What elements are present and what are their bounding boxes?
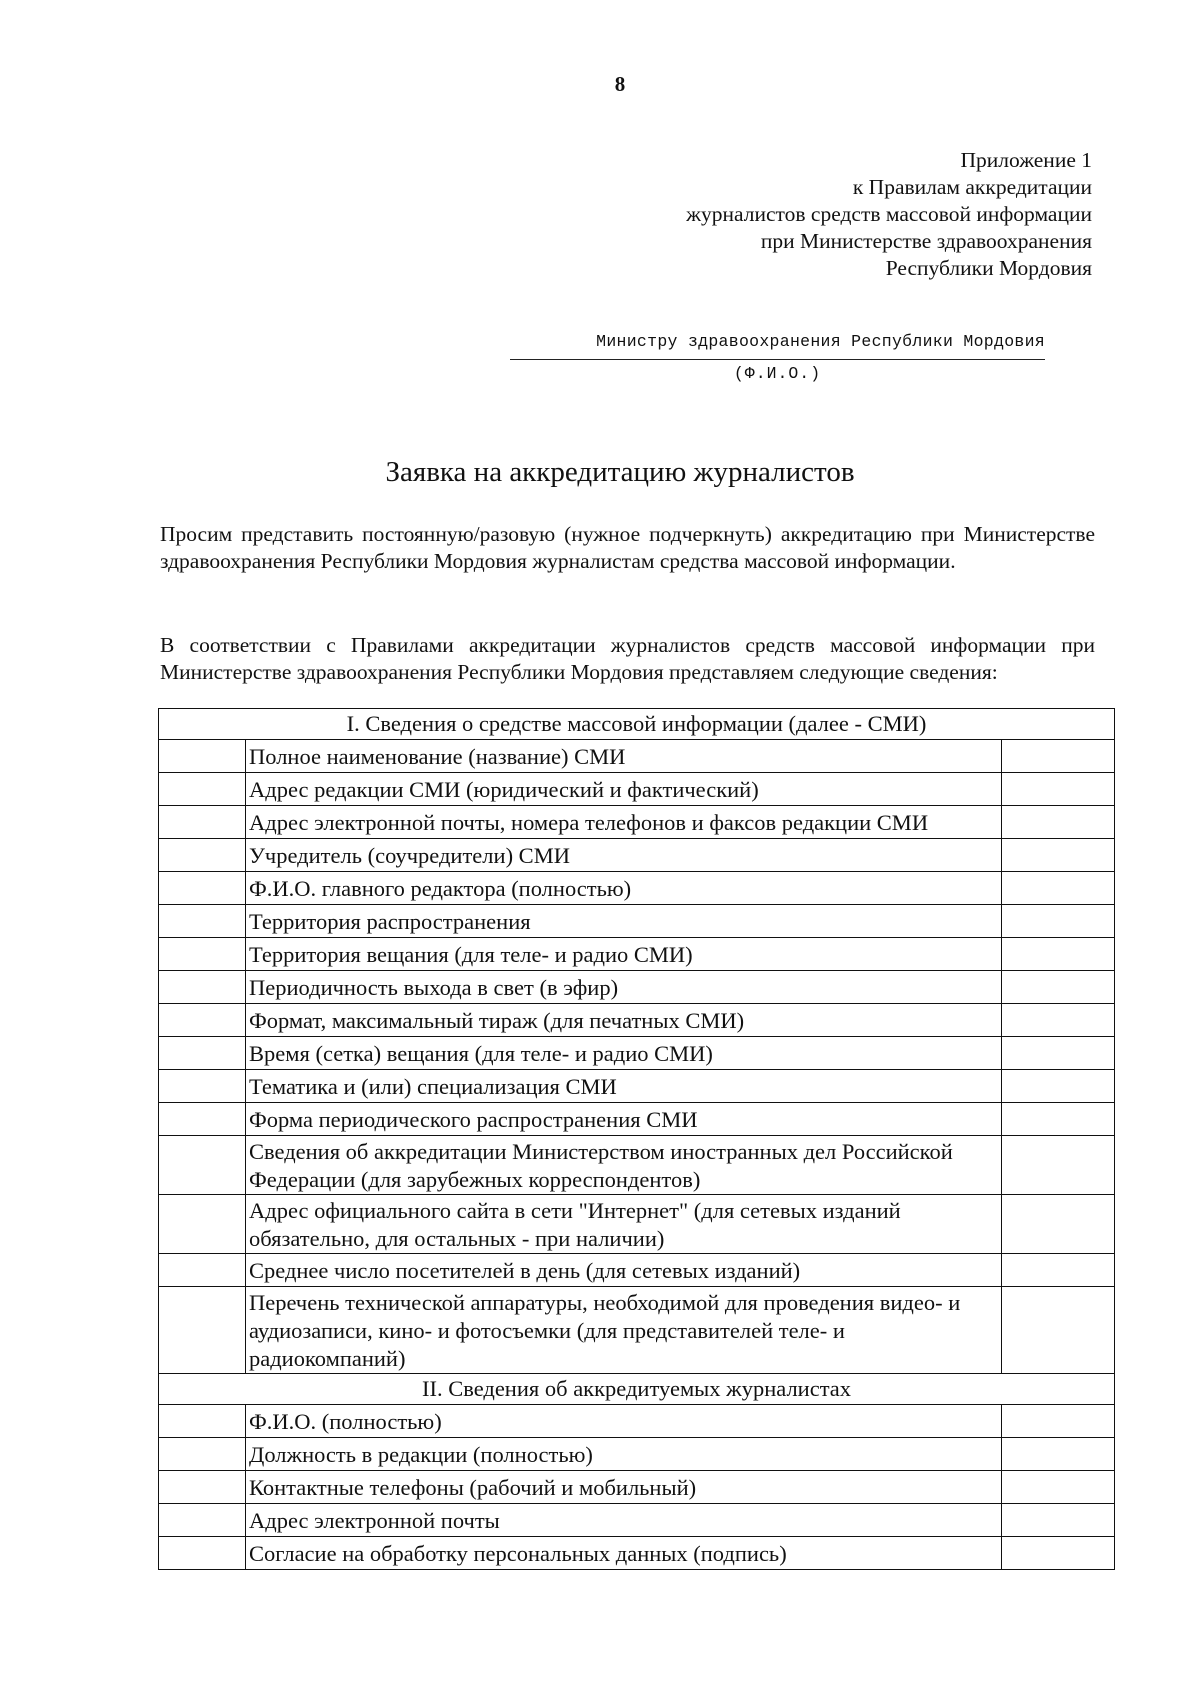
- row-label: Среднее число посетителей в день (для сетевых изданий): [246, 1254, 1002, 1287]
- row-label: Периодичность выхода в свет (в эфир): [246, 971, 1002, 1004]
- table-row: [159, 1471, 1115, 1504]
- row-value-field[interactable]: [1002, 1004, 1115, 1037]
- section-2-title: II. Сведения об аккредитуемых журналистах: [159, 1374, 1115, 1405]
- info-paragraph: В соответствии с Правилами аккредитации журналистов средств массовой информации при Министерстве здравоохранения Республики Мордовия представляем следующие сведения:: [160, 633, 1095, 684]
- addressee-to: Министру здравоохранения Республики Мордовия: [510, 332, 1045, 360]
- row-number-cell: [159, 806, 246, 839]
- row-value-field[interactable]: [1002, 905, 1115, 938]
- row-value-field[interactable]: [1002, 839, 1115, 872]
- row-number-cell: [159, 839, 246, 872]
- table-row: [159, 1103, 1115, 1136]
- row-number-cell: [159, 938, 246, 971]
- row-label: Адрес электронной почты: [246, 1504, 1002, 1537]
- row-label: Формат, максимальный тираж (для печатных СМИ): [246, 1004, 1002, 1037]
- row-label: Тематика и (или) специализация СМИ: [246, 1070, 1002, 1103]
- row-value-field[interactable]: [1002, 1471, 1115, 1504]
- row-number-cell: [159, 905, 246, 938]
- row-number-cell: [159, 1195, 246, 1254]
- table-row: [159, 773, 1115, 806]
- row-value-field[interactable]: [1002, 1136, 1115, 1195]
- table-row: [159, 971, 1115, 1004]
- addressee-block: [510, 332, 1045, 383]
- row-number-cell: [159, 1103, 246, 1136]
- row-value-field[interactable]: [1002, 1287, 1115, 1374]
- table-row: [159, 905, 1115, 938]
- row-value-field[interactable]: [1002, 971, 1115, 1004]
- row-label: Адрес официального сайта в сети "Интернет" (для сетевых изданий обязательно, для остальных - при наличии): [246, 1195, 1002, 1254]
- table-row: [159, 1287, 1115, 1374]
- row-label: Должность в редакции (полностью): [246, 1438, 1002, 1471]
- row-label: Адрес редакции СМИ (юридический и фактический): [246, 773, 1002, 806]
- table-row: [159, 1136, 1115, 1195]
- row-label: Перечень технической аппаратуры, необходимой для проведения видео- и аудиозаписи, кино- и фотосъемки (для представителей теле- и радиокомпаний): [246, 1287, 1002, 1374]
- row-label: Время (сетка) вещания (для теле- и радио СМИ): [246, 1037, 1002, 1070]
- row-number-cell: [159, 1037, 246, 1070]
- table-row: [159, 1438, 1115, 1471]
- table-row: [159, 806, 1115, 839]
- table-row: [159, 839, 1115, 872]
- table-row: [159, 1254, 1115, 1287]
- row-label: Контактные телефоны (рабочий и мобильный): [246, 1471, 1002, 1504]
- row-value-field[interactable]: [1002, 1037, 1115, 1070]
- row-number-cell: [159, 1504, 246, 1537]
- page-number: 8: [614, 72, 626, 96]
- row-number-cell: [159, 1471, 246, 1504]
- row-number-cell: [159, 1438, 246, 1471]
- section-header-row: [159, 1374, 1115, 1405]
- table-row: [159, 872, 1115, 905]
- row-label: Территория распространения: [246, 905, 1002, 938]
- row-value-field[interactable]: [1002, 1070, 1115, 1103]
- document-title: Заявка на аккредитацию журналистов: [385, 456, 855, 488]
- row-label: Полное наименование (название) СМИ: [246, 740, 1002, 773]
- row-value-field[interactable]: [1002, 806, 1115, 839]
- table-row: [159, 1405, 1115, 1438]
- row-label: Адрес электронной почты, номера телефонов и факсов редакции СМИ: [246, 806, 1002, 839]
- table-row: [159, 1037, 1115, 1070]
- application-form-table: [158, 708, 1115, 1570]
- row-label: Учредитель (соучредители) СМИ: [246, 839, 1002, 872]
- row-value-field[interactable]: [1002, 740, 1115, 773]
- row-value-field[interactable]: [1002, 1504, 1115, 1537]
- row-number-cell: [159, 1537, 246, 1570]
- row-value-field[interactable]: [1002, 938, 1115, 971]
- row-number-cell: [159, 740, 246, 773]
- table-row: [159, 1504, 1115, 1537]
- table-row: [159, 740, 1115, 773]
- table-row: [159, 1070, 1115, 1103]
- appendix-line: к Правилам аккредитации: [852, 175, 1092, 199]
- row-value-field[interactable]: [1002, 1254, 1115, 1287]
- row-value-field[interactable]: [1002, 1103, 1115, 1136]
- row-number-cell: [159, 1254, 246, 1287]
- row-number-cell: [159, 1287, 246, 1374]
- table-row: [159, 1537, 1115, 1570]
- table-row: [159, 938, 1115, 971]
- appendix-line: журналистов средств массовой информации: [686, 202, 1092, 226]
- row-label: Форма периодического распространения СМИ: [246, 1103, 1002, 1136]
- row-value-field[interactable]: [1002, 773, 1115, 806]
- intro-paragraph: Просим представить постоянную/разовую (нужное подчеркнуть) аккредитацию при Министерстве здравоохранения Республики Мордовия журналистам средства массовой информации.: [160, 522, 1095, 573]
- row-number-cell: [159, 1070, 246, 1103]
- row-label: Согласие на обработку персональных данных (подпись): [246, 1537, 1002, 1570]
- row-label: Сведения об аккредитации Министерством иностранных дел Российской Федерации (для зарубежных корреспондентов): [246, 1136, 1002, 1195]
- row-number-cell: [159, 1136, 246, 1195]
- table-row: [159, 1004, 1115, 1037]
- row-value-field[interactable]: [1002, 1405, 1115, 1438]
- section-1-title: I. Сведения о средстве массовой информации (далее - СМИ): [159, 709, 1115, 740]
- row-label: Ф.И.О. (полностью): [246, 1405, 1002, 1438]
- appendix-line: при Министерстве здравоохранения: [760, 229, 1092, 253]
- appendix-line: Приложение 1: [960, 148, 1092, 172]
- row-number-cell: [159, 872, 246, 905]
- row-value-field[interactable]: [1002, 1195, 1115, 1254]
- row-number-cell: [159, 1405, 246, 1438]
- row-value-field[interactable]: [1002, 872, 1115, 905]
- row-number-cell: [159, 1004, 246, 1037]
- row-number-cell: [159, 971, 246, 1004]
- section-header-row: [159, 709, 1115, 740]
- appendix-line: Республики Мордовия: [885, 256, 1092, 280]
- row-value-field[interactable]: [1002, 1537, 1115, 1570]
- row-label: Ф.И.О. главного редактора (полностью): [246, 872, 1002, 905]
- addressee-caption: (Ф.И.О.): [733, 364, 822, 383]
- row-number-cell: [159, 773, 246, 806]
- appendix-header: [572, 147, 1092, 282]
- row-label: Территория вещания (для теле- и радио СМИ): [246, 938, 1002, 971]
- table-row: [159, 1195, 1115, 1254]
- row-value-field[interactable]: [1002, 1438, 1115, 1471]
